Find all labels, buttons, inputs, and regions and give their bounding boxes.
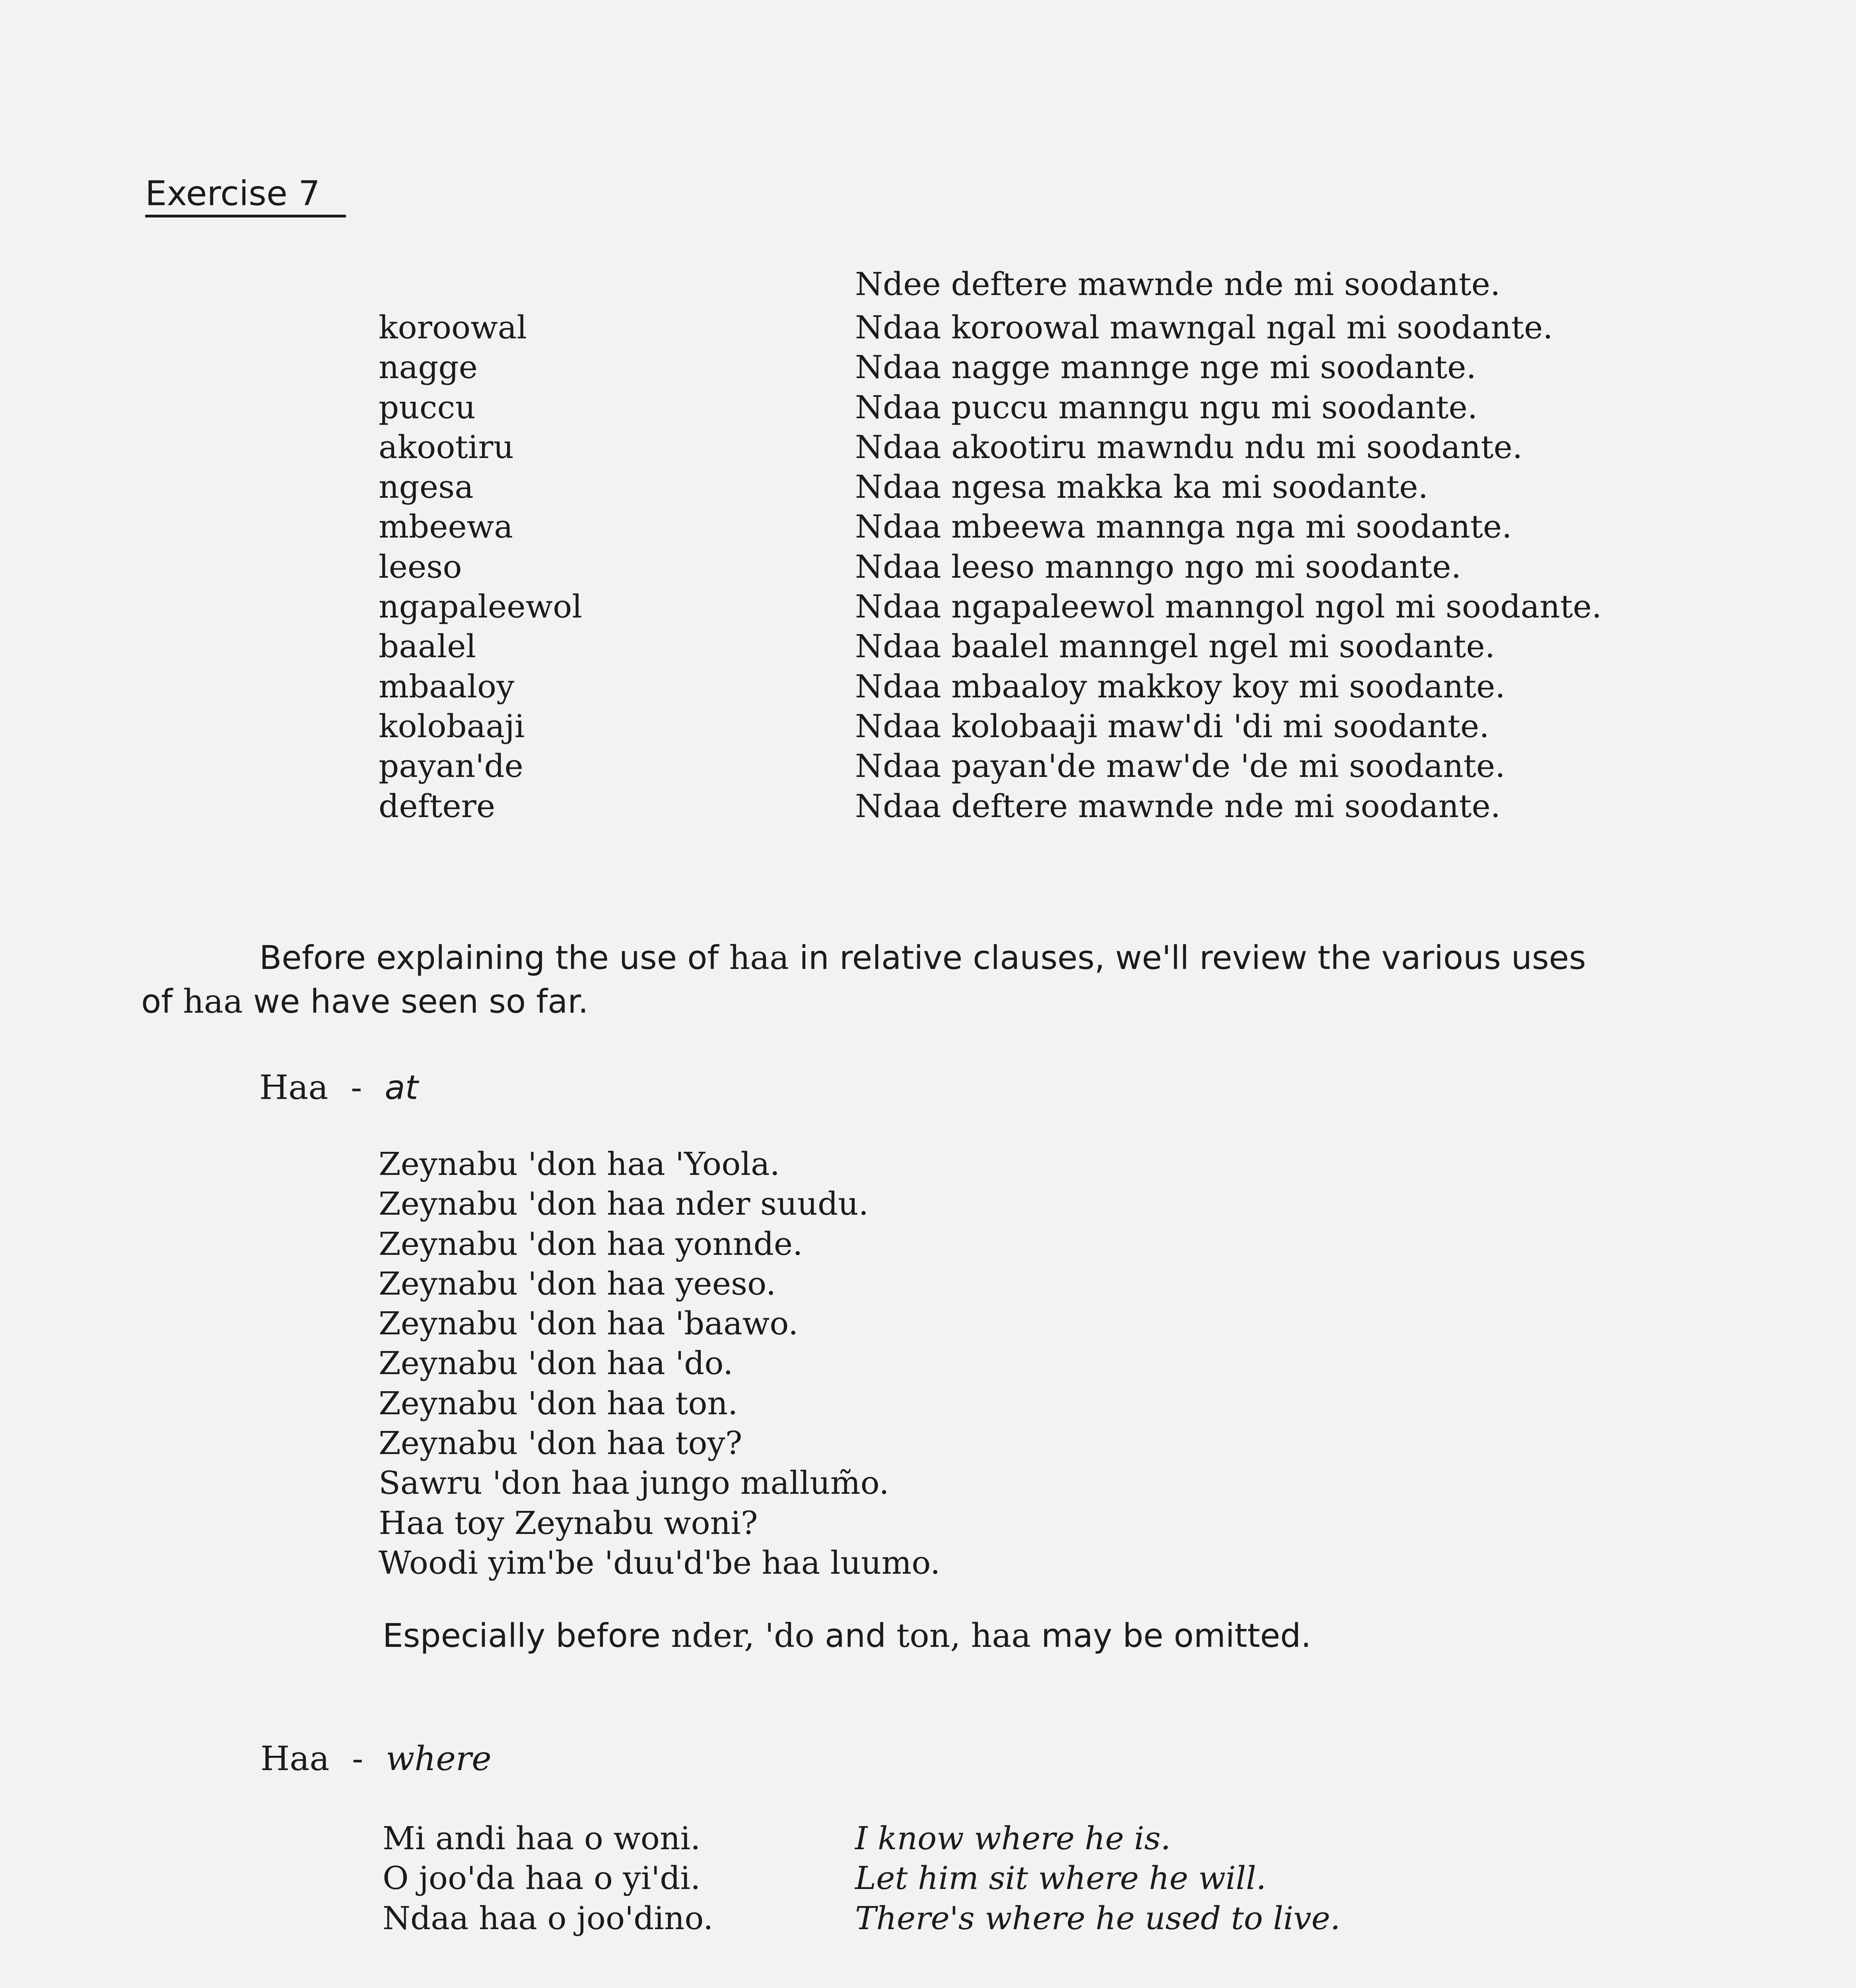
word-item: ngapaleewol — [379, 588, 582, 625]
where-translations — [855, 1819, 1340, 1938]
intro-text: of — [141, 983, 173, 1021]
word-item: deftere — [379, 787, 496, 825]
sentence-item: Ndaa puccu manngu ngu mi soodante. — [855, 388, 1478, 426]
keyword-haa: haa — [729, 939, 789, 977]
word-item: koroowal — [379, 309, 527, 346]
word-item: payan'de — [379, 747, 523, 785]
example-translation: I know where he is. — [855, 1820, 1171, 1857]
intro-line-2 — [141, 980, 589, 1024]
title-underline — [145, 215, 346, 217]
heading-word: Haa — [260, 1739, 330, 1778]
at-examples — [379, 1144, 940, 1583]
sentence-item: Ndaa akootiru mawndu ndu mi soodante. — [855, 428, 1523, 466]
word-item: leeso — [379, 548, 462, 585]
note-keyword: 'do — [765, 1617, 814, 1655]
example-sentence: Zeynabu 'don haa yeeso. — [379, 1265, 776, 1302]
example-translation: There's where he used to live. — [855, 1899, 1341, 1937]
example-sentence: Zeynabu 'don haa ton. — [379, 1384, 738, 1422]
example-sentence: Sawru 'don haa jungo mallum̃o. — [379, 1464, 889, 1502]
sentence-column — [855, 308, 1602, 826]
sentence-item: Ndaa baalel manngel ngel mi soodante. — [855, 628, 1495, 665]
heading-dash: - — [352, 1739, 363, 1778]
heading-gloss: at — [385, 1068, 418, 1107]
heading-gloss: where — [386, 1739, 492, 1778]
heading-dash: - — [351, 1068, 362, 1107]
word-item: nagge — [379, 349, 478, 386]
note-text: may be omitted. — [1041, 1617, 1312, 1655]
intro-text: we have seen so far. — [253, 983, 589, 1021]
sentence-item: Ndaa koroowal mawngal ngal mi soodante. — [855, 309, 1553, 346]
sentence-item: Ndaa ngapaleewol manngol ngol mi soodante. — [855, 588, 1602, 625]
sentence-item: Ndaa kolobaaji maw'di 'di mi soodante. — [855, 707, 1489, 745]
intro-text: Before explaining the use of — [259, 939, 719, 977]
exercise-title: Exercise 7 — [145, 174, 320, 214]
word-item: baalel — [379, 628, 476, 665]
section-heading-at — [259, 1066, 418, 1109]
example-sentence: Haa toy Zeynabu woni? — [379, 1504, 758, 1541]
example-sentence: Woodi yim'be 'duu'd'be haa luumo. — [379, 1544, 941, 1581]
intro-text: in relative clauses, we'll review the various uses — [799, 939, 1586, 977]
example-sentence: Zeynabu 'don haa toy? — [379, 1425, 742, 1462]
example-sentence: Zeynabu 'don haa 'do. — [379, 1345, 733, 1382]
sentence-item: Ndaa nagge mannge nge mi soodante. — [855, 349, 1477, 386]
heading-word: Haa — [259, 1068, 328, 1107]
example-sentence: Mi andi haa o woni. — [383, 1820, 701, 1857]
section-heading-where — [260, 1737, 492, 1780]
first-sentence: Ndee deftere mawnde nde mi soodante. — [855, 266, 1500, 303]
intro-line-1 — [259, 936, 1586, 980]
note-keyword: haa — [971, 1617, 1031, 1655]
word-item: puccu — [379, 388, 476, 426]
note-text: Especially before — [383, 1617, 661, 1655]
sentence-item: Ndaa mbaaloy makkoy koy mi soodante. — [855, 668, 1506, 705]
sentence-item: Ndaa ngesa makka ka mi soodante. — [855, 468, 1428, 506]
example-sentence: Zeynabu 'don haa yonnde. — [379, 1225, 803, 1262]
sentence-item: Ndaa deftere mawnde nde mi soodante. — [855, 787, 1501, 825]
word-item: ngesa — [379, 468, 474, 506]
note-keyword: ton, — [896, 1617, 961, 1655]
word-item: kolobaaji — [379, 707, 525, 745]
word-item: mbeewa — [379, 508, 513, 546]
example-sentence: Zeynabu 'don haa nder suudu. — [379, 1185, 869, 1223]
example-translation: Let him sit where he will. — [855, 1860, 1266, 1897]
sentence-item: Ndaa leeso manngo ngo mi soodante. — [855, 548, 1461, 585]
where-examples — [383, 1819, 713, 1938]
example-sentence: O joo'da haa o yi'di. — [383, 1860, 701, 1897]
word-item: akootiru — [379, 428, 514, 466]
example-sentence: Ndaa haa o joo'dino. — [383, 1899, 713, 1937]
note-text: and — [824, 1617, 886, 1655]
note-keyword: nder, — [671, 1617, 755, 1655]
sentence-item: Ndaa mbeewa mannga nga mi soodante. — [855, 508, 1512, 546]
example-sentence: Zeynabu 'don haa 'baawo. — [379, 1305, 799, 1342]
omission-note — [383, 1614, 1311, 1658]
keyword-haa: haa — [183, 983, 243, 1021]
word-item: mbaaloy — [379, 668, 515, 705]
example-sentence: Zeynabu 'don haa 'Yoola. — [379, 1145, 780, 1182]
word-column — [379, 308, 582, 826]
sentence-item: Ndaa payan'de maw'de 'de mi soodante. — [855, 747, 1505, 785]
